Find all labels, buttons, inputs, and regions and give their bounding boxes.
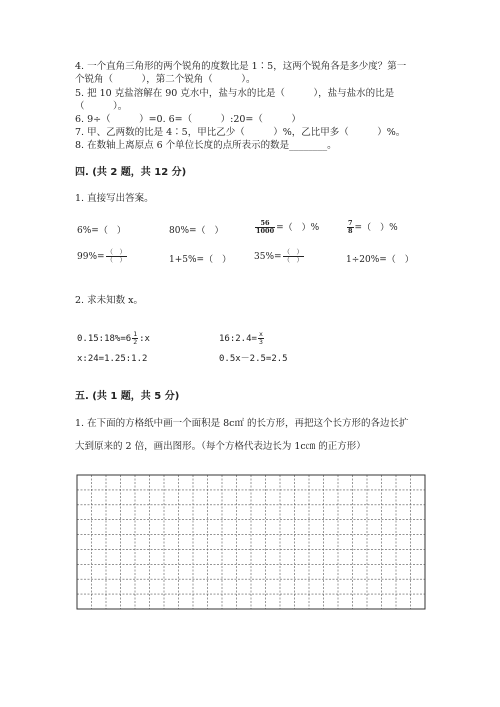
- fraction-7-8: $\frac{7}{8}$: [348, 219, 353, 235]
- fraction-56-1000: $\frac{56}{1000}$: [256, 219, 275, 235]
- item-7-over-8: $\frac{7}{8}$ =（ ）%: [348, 219, 398, 235]
- equation-1: 0.15:18%=6 $\frac{1}{2}$ :x: [77, 330, 150, 346]
- q5-line2: （ ）。: [75, 101, 128, 112]
- item-99-percent: 99%= $\frac{( )}{( )}$: [77, 248, 127, 264]
- square-grid-paper[interactable]: [76, 474, 426, 610]
- section4-q2: 2. 求未知数 x。: [75, 295, 143, 306]
- item-1-div-20-percent: 1÷20%=（ ）: [346, 255, 414, 265]
- item-6-percent: 6%=（ ）: [77, 226, 126, 236]
- q6: 6. 9÷（ ）=0. 6=（ ）:20=（ ）: [75, 114, 301, 125]
- item-35-percent: 35%= $\frac{( )}{( )}$: [254, 248, 304, 264]
- equation-4: 0.5x－2.5=2.5: [219, 354, 288, 364]
- q4-line2: 个锐角（ ），第二个锐角（ ）。: [75, 74, 256, 85]
- fraction-blank: $\frac{( )}{( )}$: [106, 248, 127, 264]
- item-56-over-1000: $\frac{56}{1000}$ =（ ）%: [256, 219, 320, 235]
- section5-q1-line2: 大到原来的 2 倍，画出图形。（每个方格代表边长为 1c㎝ 的正方形）: [75, 441, 366, 452]
- section4-heading: 四. (共 2 题，共 12 分): [75, 167, 187, 178]
- section5-heading: 五. (共 1 题，共 5 分): [75, 391, 180, 402]
- equation-3: x:24=1.25:1.2: [77, 354, 148, 364]
- equation-2: 16:2.4= $\frac{x}{3}$: [219, 330, 263, 346]
- q4-line1: 4. 一个直角三角形的两个锐角的度数比是 1∶5，这两个锐角各是多少度？第一: [75, 61, 407, 72]
- item-1-plus-5-percent: 1+5%=（ ）: [169, 255, 232, 265]
- q7: 7. 甲、乙两数的比是 4∶5，甲比乙少（ ）%，乙比甲多（ ）%。: [75, 127, 406, 138]
- item-80-percent: 80%=（ ）: [169, 226, 224, 236]
- fraction-1-2: $\frac{1}{2}$: [133, 330, 138, 346]
- fraction-blank: $\frac{( )}{( )}$: [283, 248, 304, 264]
- section4-q1: 1. 直接写出答案。: [75, 193, 154, 204]
- section5-q1-line1: 1. 在下面的方格纸中画一个面积是 8c㎡ 的长方形，再把这个长方形的各边长扩: [75, 418, 409, 429]
- fraction-x-3: $\frac{x}{3}$: [258, 330, 263, 346]
- q8: 8. 在数轴上离原点 6 个单位长度的点所表示的数是________。: [75, 140, 337, 151]
- q5-line1: 5. 把 10 克盐溶解在 90 克水中，盐与水的比是（ ），盐与盐水的比是: [75, 88, 395, 99]
